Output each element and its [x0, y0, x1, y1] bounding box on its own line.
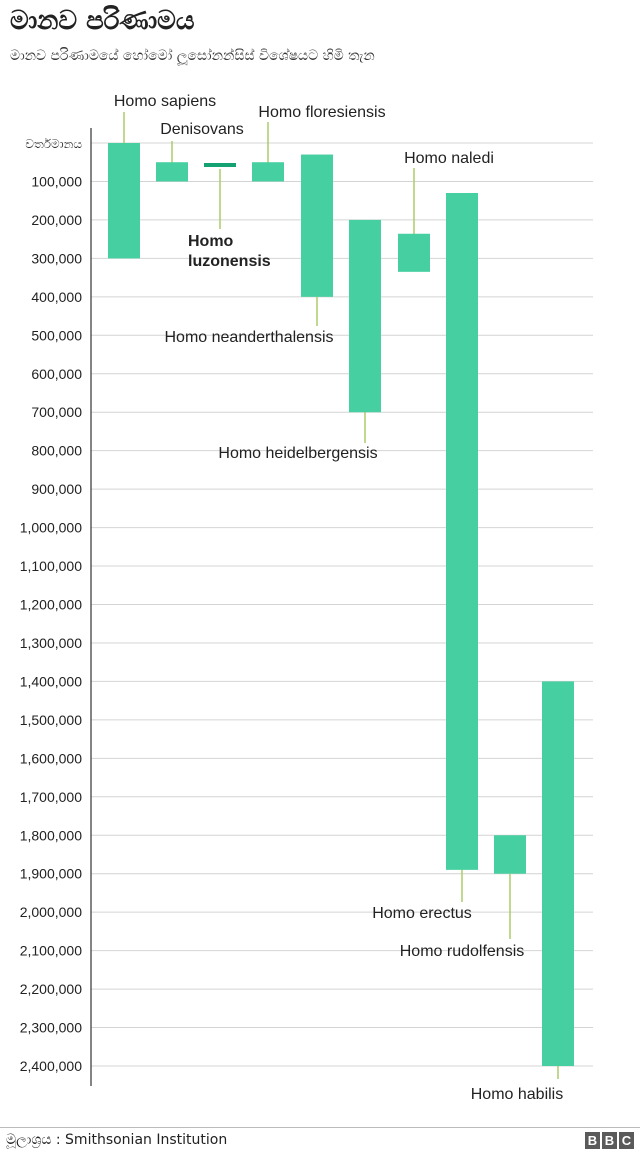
- bbc-logo-letter: B: [585, 1132, 600, 1149]
- y-tick-label: 1,900,000: [19, 865, 82, 882]
- range-bar: [156, 162, 188, 181]
- source-note: මූලාශ්‍රය : Smithsonian Institution: [6, 1132, 228, 1148]
- page-title: මානව පරිණාමය: [10, 6, 195, 36]
- series-label-line: Homo sapiens: [113, 93, 217, 110]
- series-label-line: luzonensis: [188, 253, 271, 270]
- range-bar: [108, 143, 140, 258]
- y-tick-label: 1,100,000: [19, 558, 82, 575]
- y-tick-label: 1,400,000: [19, 673, 82, 690]
- chart-subtitle: මානව පරිණාමයේ හෝමෝ ලූසෝනන්සිස් විශේෂයට හිමි තැන: [10, 48, 375, 64]
- series-label: [404, 150, 494, 167]
- bbc-logo-letter: C: [619, 1132, 634, 1149]
- y-tick-label: 700,000: [31, 404, 82, 421]
- range-bar: [446, 193, 478, 870]
- series-label-line: Homo floresiensis: [258, 104, 386, 121]
- series-label-line: Homo neanderthalensis: [164, 329, 334, 346]
- y-tick-label: 2,300,000: [19, 1019, 82, 1036]
- series-label-line: Denisovans: [160, 121, 244, 138]
- y-tick-label: 800,000: [31, 442, 82, 459]
- series-label: [165, 329, 334, 346]
- series-label-line: Homo naledi: [404, 150, 494, 167]
- y-tick-label: 2,400,000: [19, 1058, 82, 1074]
- series-label: [218, 445, 377, 462]
- y-tick-label: 900,000: [31, 481, 82, 498]
- y-tick-label: 2,100,000: [19, 942, 82, 959]
- range-bar: [349, 220, 381, 412]
- series-label: [114, 93, 216, 110]
- y-tick-label: 300,000: [31, 250, 82, 267]
- y-tick-label: 2,200,000: [19, 981, 82, 998]
- y-tick-label: 1,500,000: [19, 711, 82, 728]
- series-label-line: Homo rudolfensis: [399, 943, 525, 960]
- y-tick-label: 2,000,000: [19, 904, 82, 921]
- range-bar: [301, 155, 333, 297]
- series-label-line: Homo: [188, 233, 234, 250]
- series-label: [188, 233, 271, 270]
- y-tick-label: 1,800,000: [19, 827, 82, 844]
- y-tick-label: 400,000: [31, 288, 82, 305]
- y-tick-label: 1,200,000: [19, 596, 82, 613]
- series-label: [258, 104, 385, 121]
- y-tick-label: වර්තමානය: [25, 137, 82, 151]
- series-label: [400, 943, 525, 960]
- series-label-line: Homo heidelbergensis: [218, 445, 378, 462]
- y-tick-label: 1,700,000: [19, 788, 82, 805]
- range-bar: [398, 234, 430, 272]
- range-bar: [204, 163, 236, 167]
- series-label: [160, 121, 244, 138]
- y-tick-label: 600,000: [31, 365, 82, 382]
- y-tick-label: 100,000: [31, 173, 82, 190]
- series-label-line: Homo erectus: [372, 905, 472, 922]
- bbc-logo: [585, 1132, 634, 1149]
- y-tick-label: 1,300,000: [19, 634, 82, 651]
- y-tick-label: 500,000: [31, 327, 82, 344]
- footer-divider: [0, 1127, 640, 1128]
- y-tick-label: 1,000,000: [19, 519, 82, 536]
- range-bar: [252, 162, 284, 181]
- series-label: [372, 905, 472, 922]
- range-bar: [542, 681, 574, 1066]
- range-bar: [494, 835, 526, 873]
- y-tick-label: 1,600,000: [19, 750, 82, 767]
- series-label-line: Homo habilis: [470, 1086, 564, 1103]
- bbc-logo-letter: B: [602, 1132, 617, 1149]
- y-tick-label: 200,000: [31, 211, 82, 228]
- series-label: [471, 1086, 563, 1103]
